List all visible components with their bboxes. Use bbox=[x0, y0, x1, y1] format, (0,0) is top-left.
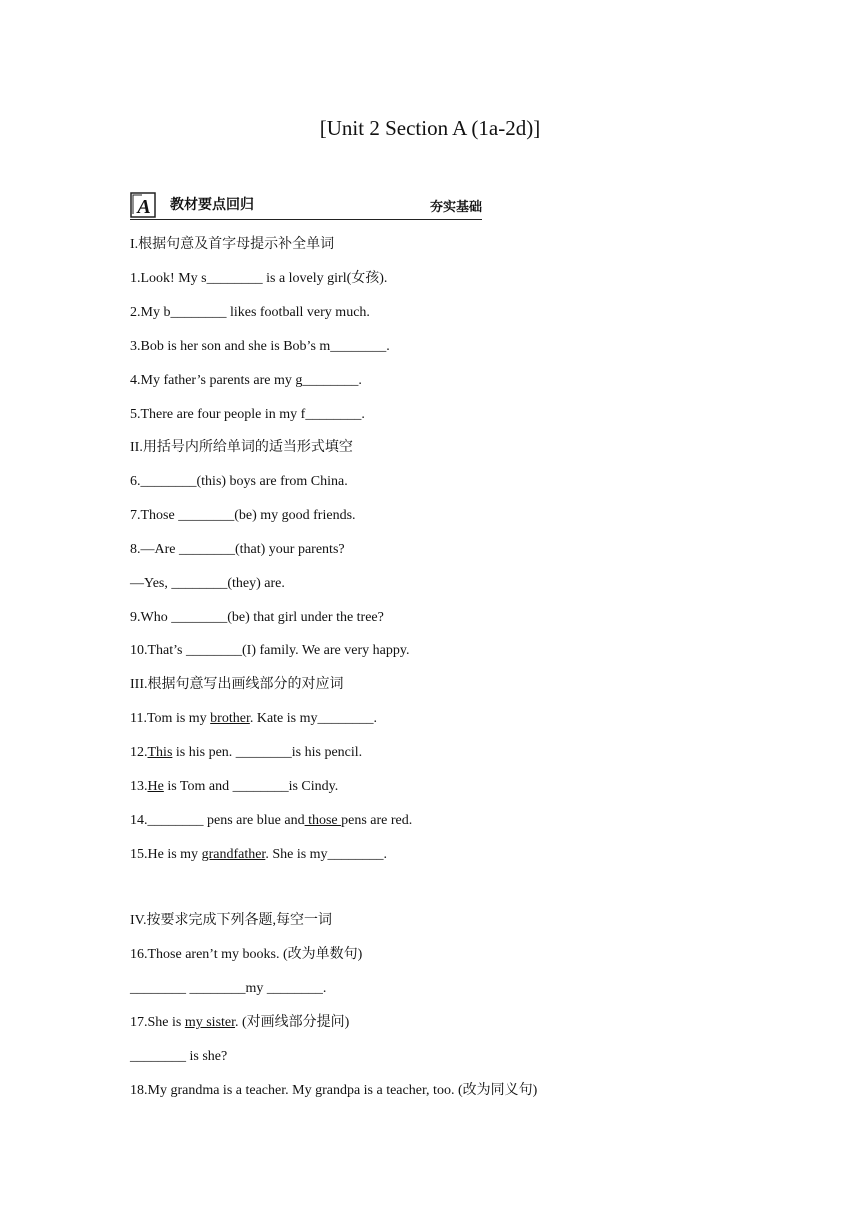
question-1: 1.Look! My s________ is a lovely girl(女孩). bbox=[130, 271, 388, 286]
question-16-answer: ________ ________my ________. bbox=[130, 981, 327, 996]
section-1-heading: I.根据句意及首字母提示补全单词 bbox=[130, 237, 335, 252]
underlined-word: brother bbox=[210, 711, 250, 726]
question-9: 9.Who ________(be) that girl under the tree? bbox=[130, 610, 384, 625]
underlined-word: those bbox=[304, 813, 342, 828]
question-6: 6.________(this) boys are from China. bbox=[130, 474, 348, 489]
question-12: 12.This is his pen. ________is his pencil. bbox=[130, 745, 363, 760]
question-7: 7.Those ________(be) my good friends. bbox=[130, 508, 356, 523]
question-3: 3.Bob is her son and she is Bob’s m________. bbox=[130, 339, 390, 354]
underlined-word: He bbox=[147, 779, 164, 794]
question-15: 15.He is my grandfather. She is my________. bbox=[130, 847, 388, 862]
page-title: [Unit 2 Section A (1a-2d)] bbox=[319, 116, 541, 140]
section-a-badge-icon bbox=[130, 192, 156, 218]
banner-title: 教材要点回归 bbox=[170, 197, 254, 213]
question-5: 5.There are four people in my f________. bbox=[130, 407, 365, 422]
question-8-line-2: —Yes, ________(they) are. bbox=[130, 576, 285, 591]
question-2: 2.My b________ likes football very much. bbox=[130, 305, 370, 320]
svg-text:A: A bbox=[137, 196, 151, 218]
section-3-heading: III.根据句意写出画线部分的对应词 bbox=[130, 677, 344, 692]
question-13: 13.He is Tom and ________is Cindy. bbox=[130, 779, 339, 794]
question-10: 10.That’s ________(I) family. We are very happy. bbox=[130, 643, 410, 658]
underlined-word: my sister bbox=[184, 1015, 236, 1030]
underlined-word: grandfather bbox=[201, 847, 266, 862]
section-banner bbox=[130, 190, 482, 220]
question-11: 11.Tom is my brother. Kate is my________. bbox=[130, 711, 377, 726]
question-17: 17.She is my sister. (对画线部分提问) bbox=[130, 1015, 350, 1030]
question-8-line-1: 8.—Are ________(that) your parents? bbox=[130, 542, 345, 557]
question-18: 18.My grandma is a teacher. My grandpa is a teacher, too. (改为同义句) bbox=[130, 1083, 538, 1098]
question-16: 16.Those aren’t my books. (改为单数句) bbox=[130, 947, 363, 962]
section-4-heading: IV.按要求完成下列各题,每空一词 bbox=[130, 913, 332, 928]
underlined-word: This bbox=[147, 745, 173, 760]
section-2-heading: II.用括号内所给单词的适当形式填空 bbox=[130, 440, 353, 455]
question-14: 14.________ pens are blue and those pens are red. bbox=[130, 813, 413, 828]
question-17-answer: ________ is she? bbox=[130, 1049, 228, 1064]
question-4: 4.My father’s parents are my g________. bbox=[130, 373, 362, 388]
banner-tag: 夯实基础 bbox=[429, 200, 482, 215]
